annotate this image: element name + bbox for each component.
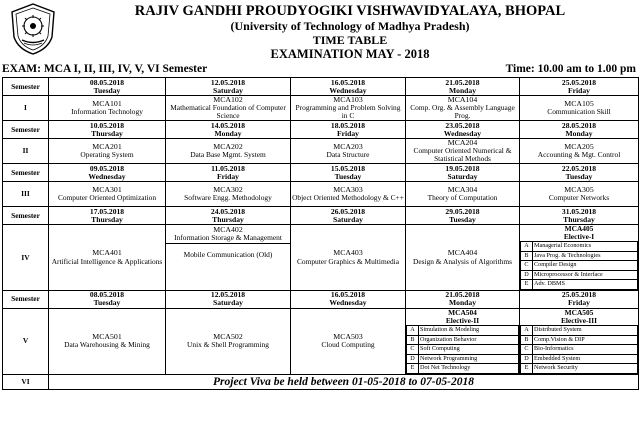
exam-day: Wednesday xyxy=(329,298,367,308)
course-code: MCA502 xyxy=(213,332,243,342)
exam-day: Tuesday xyxy=(449,214,476,224)
course-cell xyxy=(49,308,166,374)
option-name: Managerial Economics xyxy=(533,242,638,252)
elective-option xyxy=(521,242,638,252)
exam-day: Monday xyxy=(565,128,593,138)
exam-date: 23.05.2018 xyxy=(445,120,480,130)
exam-slot xyxy=(406,164,520,182)
course-code: MCA503 xyxy=(333,332,363,342)
exam-day: Saturday xyxy=(213,298,243,308)
elective-cell xyxy=(520,225,639,291)
course-name: Cloud Computing xyxy=(321,340,375,350)
elective-option xyxy=(407,326,519,336)
course-cell xyxy=(166,308,291,374)
course-cell xyxy=(291,139,406,164)
exam-date: 16.05.2018 xyxy=(330,77,366,87)
exam-slot xyxy=(49,78,166,96)
exam-day: Thursday xyxy=(91,128,123,138)
exam-day: Wednesday xyxy=(88,171,126,181)
exam-date: 24.05.2018 xyxy=(210,206,246,216)
semester-iv-dates-row xyxy=(3,207,639,225)
semester-label: Semester xyxy=(3,207,49,225)
exam-slot xyxy=(166,207,291,225)
exam-day: Wednesday xyxy=(443,128,482,138)
course-code: MCA102 xyxy=(213,95,243,105)
exam-date: 18.05.2018 xyxy=(330,120,366,130)
exam-date: 11.05.2018 xyxy=(211,163,245,173)
course-code: MCA403 xyxy=(333,248,363,258)
course-name: Computer Graphics & Multimedia xyxy=(296,256,399,266)
exam-day: Tuesday xyxy=(93,298,121,308)
course-cell xyxy=(406,96,520,121)
university-seal-icon xyxy=(10,3,56,55)
course-code: MCA101 xyxy=(92,99,122,109)
exam-slot xyxy=(291,78,406,96)
option-name: Embedded System xyxy=(533,354,638,364)
option-name: Bio-Informatics xyxy=(533,345,638,355)
exam-slot xyxy=(406,121,520,139)
exam-slot xyxy=(520,207,639,225)
exam-day: Tuesday xyxy=(565,171,593,181)
exam-slot xyxy=(291,121,406,139)
course-cell xyxy=(49,139,166,164)
elective-label: Elective-II xyxy=(445,315,480,325)
semester-label: Semester xyxy=(3,164,49,182)
course-code: MCA105 xyxy=(564,99,594,109)
semester-number: V xyxy=(3,308,49,374)
option-name: Simulation & Modeling xyxy=(419,326,519,336)
document-title: TIME TABLE xyxy=(312,33,388,47)
semester-number: II xyxy=(3,139,49,164)
option-letter: E xyxy=(521,280,533,290)
elective-option xyxy=(407,354,519,364)
course-name: Data Warehousing & Mining xyxy=(64,340,150,350)
course-code: MCA302 xyxy=(213,185,243,195)
elective-option xyxy=(521,280,638,290)
course-name: Data Structure xyxy=(326,150,370,160)
elective-option xyxy=(521,251,638,261)
exam-slot xyxy=(406,78,520,96)
elective-option xyxy=(521,270,638,280)
course-name: Computer Networks xyxy=(548,193,610,203)
semester-iv-courses-row xyxy=(3,225,639,291)
exam-slot xyxy=(406,290,520,308)
semester-label: Semester xyxy=(3,290,49,308)
exam-slot xyxy=(166,78,291,96)
elective-options xyxy=(520,325,638,374)
elective-label: Elective-I xyxy=(563,232,595,242)
exam-day: Thursday xyxy=(212,214,244,224)
semester-vi-row xyxy=(3,374,639,389)
course-cell xyxy=(406,225,520,291)
exam-day: Friday xyxy=(217,171,239,181)
course-name: Operating System xyxy=(80,150,134,160)
course-cell xyxy=(291,225,406,291)
course-cell xyxy=(166,182,291,207)
option-letter: D xyxy=(407,354,419,364)
course-main xyxy=(166,225,290,243)
option-letter: C xyxy=(521,261,533,271)
exam-date: 26.05.2018 xyxy=(330,206,366,216)
elective-option xyxy=(521,326,638,336)
exam-slot xyxy=(520,290,639,308)
option-name: Compiler Design xyxy=(533,261,638,271)
semester-v-dates-row xyxy=(3,290,639,308)
elective-cell xyxy=(520,308,639,374)
document-header xyxy=(0,0,640,64)
course-code: MCA303 xyxy=(333,185,363,195)
elective-options xyxy=(520,241,638,290)
exam-date: 15.05.2018 xyxy=(330,163,366,173)
semester-v-courses-row xyxy=(3,308,639,374)
exam-semesters: EXAM: MCA I, II, III, IV, V, VI Semester xyxy=(2,63,208,75)
examination-title: EXAMINATION MAY - 2018 xyxy=(270,47,430,61)
exam-slot xyxy=(520,164,639,182)
course-code: MCA501 xyxy=(92,332,122,342)
exam-slot xyxy=(166,121,291,139)
option-name: Soft Computing xyxy=(419,345,519,355)
exam-slot xyxy=(49,121,166,139)
course-name: Information Technology xyxy=(71,107,143,117)
exam-slot xyxy=(520,121,639,139)
exam-date: 29.05.2018 xyxy=(445,206,480,216)
option-name: Comp.Vision & DIP xyxy=(533,335,638,345)
course-name: Accounting & Mgt. Control xyxy=(537,150,621,160)
semester-iii-dates-row xyxy=(3,164,639,182)
course-code: MCA301 xyxy=(92,185,122,195)
course-cell xyxy=(291,182,406,207)
timetable xyxy=(2,77,639,390)
option-letter: C xyxy=(521,345,533,355)
option-name: Network Security xyxy=(533,364,638,374)
course-code: MCA205 xyxy=(564,142,594,152)
course-code: MCA404 xyxy=(447,248,478,258)
exam-date: 19.05.2018 xyxy=(445,163,480,173)
course-code: MCA305 xyxy=(564,185,594,195)
exam-day: Saturday xyxy=(213,85,243,95)
exam-date: 09.05.2018 xyxy=(89,163,125,173)
semester-i-dates-row xyxy=(3,78,639,96)
exam-date: 25.05.2018 xyxy=(561,77,597,87)
semester-i-courses-row xyxy=(3,96,639,121)
elective-option xyxy=(521,335,638,345)
course-name: Computer Oriented Optimization xyxy=(57,193,157,203)
exam-date: 16.05.2018 xyxy=(330,290,366,300)
elective-option xyxy=(521,261,638,271)
course-cell xyxy=(406,182,520,207)
exam-day: Thursday xyxy=(91,214,123,224)
elective-option xyxy=(521,364,638,374)
semester-number: III xyxy=(3,182,49,207)
option-letter: D xyxy=(521,270,533,280)
course-name: Comp. Org. & Assembly Language Prog. xyxy=(410,103,515,121)
exam-date: 10.05.2018 xyxy=(89,120,125,130)
course-name: Mathematical Foundation of Computer Science xyxy=(170,103,286,121)
exam-slot xyxy=(406,207,520,225)
exam-slot xyxy=(49,164,166,182)
course-code: MCA204 xyxy=(447,138,478,148)
course-name: Object Oriented Methodology & C++ xyxy=(292,193,404,203)
option-letter: B xyxy=(521,251,533,261)
course-code: MCA405 xyxy=(564,224,594,233)
exam-slot xyxy=(520,78,639,96)
option-letter: D xyxy=(521,354,533,364)
exam-day: Thursday xyxy=(563,214,595,224)
course-cell xyxy=(520,182,639,207)
elective-option xyxy=(521,345,638,355)
exam-slot xyxy=(49,290,166,308)
option-letter: E xyxy=(521,364,533,374)
course-code: MCA304 xyxy=(447,185,478,195)
elective-option xyxy=(407,364,519,374)
exam-date: 17.05.2018 xyxy=(89,206,125,216)
elective-option xyxy=(407,335,519,345)
exam-day: Friday xyxy=(568,298,590,308)
course-name: Theory of Computation xyxy=(427,193,498,203)
option-name: Microprocessor & Interface xyxy=(533,270,638,280)
exam-slot xyxy=(291,207,406,225)
option-letter: A xyxy=(407,326,419,336)
course-code: MCA504 xyxy=(448,308,477,317)
option-name: Java Prog. & Technologies xyxy=(533,251,638,261)
exam-date: 08.05.2018 xyxy=(89,77,125,87)
course-code: MCA202 xyxy=(213,142,243,152)
elective-options xyxy=(406,325,519,374)
course-cell xyxy=(520,139,639,164)
exam-slot xyxy=(166,164,291,182)
course-cell xyxy=(166,139,291,164)
exam-date: 25.05.2018 xyxy=(561,290,597,300)
exam-date: 12.05.2018 xyxy=(210,77,246,87)
semester-number: VI xyxy=(3,374,49,389)
exam-day: Tuesday xyxy=(334,171,362,181)
exam-slot xyxy=(49,207,166,225)
exam-day: Saturday xyxy=(447,171,478,181)
course-name: Communication Skill xyxy=(547,107,611,117)
course-code: MCA201 xyxy=(92,142,122,152)
exam-slot xyxy=(166,290,291,308)
option-name: Network Programming xyxy=(419,354,519,364)
option-letter: E xyxy=(407,364,419,374)
course-name: Design & Analysis of Algorithms xyxy=(413,256,512,266)
semester-ii-dates-row xyxy=(3,121,639,139)
exam-day: Monday xyxy=(214,128,242,138)
semester-label: Semester xyxy=(3,78,49,96)
course-alternate: Mobile Communication (Old) xyxy=(166,243,290,266)
option-name: Adv. DBMS xyxy=(533,280,638,290)
course-cell xyxy=(520,96,639,121)
course-name: Unix & Shell Programming xyxy=(187,340,269,350)
course-cell xyxy=(291,96,406,121)
exam-day: Saturday xyxy=(333,214,363,224)
project-viva-note: Project Viva be held between 01-05-2018 to 07-05-2018 xyxy=(49,374,639,389)
exam-date: 21.05.2018 xyxy=(445,290,480,300)
university-name: RAJIV GANDHI PROUDYOGIKI VISHWAVIDYALAYA, BHOPAL xyxy=(134,3,566,19)
semester-number: I xyxy=(3,96,49,121)
university-subtitle: (University of Technology of Madhya Pradesh) xyxy=(230,19,470,33)
exam-time: Time: 10.00 am to 1.00 pm xyxy=(505,63,636,75)
semester-label: Semester xyxy=(3,121,49,139)
exam-day: Wednesday xyxy=(329,85,367,95)
course-cell xyxy=(49,182,166,207)
semester-iii-courses-row xyxy=(3,182,639,207)
option-letter: A xyxy=(521,242,533,252)
option-name: Organization Behavior xyxy=(419,335,519,345)
option-letter: A xyxy=(521,326,533,336)
course-cell xyxy=(166,96,291,121)
exam-date: 28.05.2018 xyxy=(561,120,597,130)
option-letter: B xyxy=(407,335,419,345)
course-name: Data Base Mgmt. System xyxy=(190,150,266,160)
course-code: MCA103 xyxy=(333,95,363,105)
course-name: Programming and Problem Solving in C xyxy=(295,103,401,121)
elective-label: Elective-III xyxy=(560,315,598,325)
course-cell-with-alternate xyxy=(166,225,291,291)
elective-option xyxy=(407,345,519,355)
exam-date: 31.05.2018 xyxy=(561,206,597,216)
exam-day: Friday xyxy=(568,85,590,95)
option-name: Distributed System xyxy=(533,326,638,336)
exam-day: Friday xyxy=(337,128,359,138)
elective-option xyxy=(521,354,638,364)
course-code: MCA104 xyxy=(447,95,478,105)
exam-info-line xyxy=(0,63,640,77)
semester-ii-courses-row xyxy=(3,139,639,164)
course-code: MCA203 xyxy=(333,142,363,152)
course-cell xyxy=(406,139,520,164)
semester-number: IV xyxy=(3,225,49,291)
exam-slot xyxy=(291,164,406,182)
exam-date: 21.05.2018 xyxy=(445,77,480,87)
course-code: MCA505 xyxy=(564,308,594,317)
course-cell xyxy=(291,308,406,374)
option-name: Dot Net Technology xyxy=(419,364,519,374)
exam-date: 08.05.2018 xyxy=(89,290,125,300)
course-cell xyxy=(49,225,166,291)
exam-slot xyxy=(291,290,406,308)
exam-date: 14.05.2018 xyxy=(210,120,246,130)
exam-day: Tuesday xyxy=(93,85,121,95)
exam-day: Monday xyxy=(448,298,476,308)
elective-cell xyxy=(406,308,520,374)
exam-day: Monday xyxy=(448,85,476,95)
course-code: MCA401 xyxy=(92,248,122,258)
option-letter: B xyxy=(521,335,533,345)
option-letter: C xyxy=(407,345,419,355)
course-cell xyxy=(49,96,166,121)
exam-date: 22.05.2018 xyxy=(561,163,597,173)
course-code: MCA402 xyxy=(213,225,243,234)
exam-date: 12.05.2018 xyxy=(210,290,246,300)
course-name: Software Engg. Methodology xyxy=(184,193,272,203)
course-name: Computer Oriented Numerical & Statistical Methods xyxy=(413,146,512,164)
course-name: Artificial Intelligence & Applications xyxy=(51,256,163,266)
course-name: Information Storage & Management xyxy=(174,233,282,243)
